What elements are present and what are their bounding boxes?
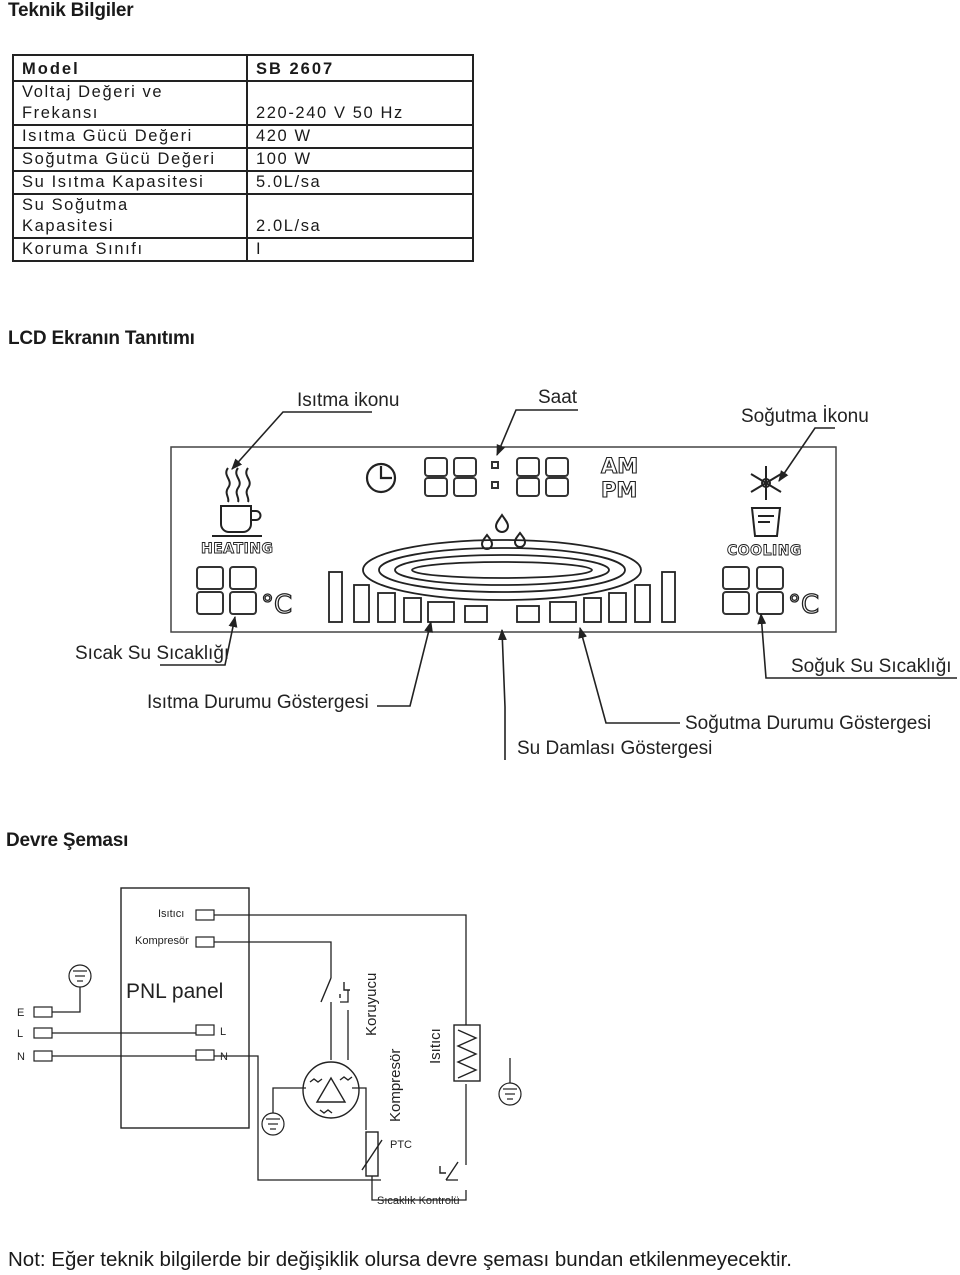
spec-value: 220-240 V 50 Hz: [256, 104, 404, 122]
ground-icon: [69, 965, 91, 987]
callout-cooling-icon: Soğutma İkonu: [741, 406, 869, 427]
spec-value: SB 2607: [256, 60, 335, 78]
spec-value: I: [256, 240, 263, 258]
protector-switch-icon: [321, 978, 350, 1002]
mains-l-terminal: [34, 1028, 52, 1038]
heater-label: Isıtıcı: [427, 1028, 444, 1064]
panel-l-label: L: [220, 1026, 227, 1038]
steam-icon: [226, 468, 249, 502]
compressor-small-label: Kompresör: [135, 935, 189, 947]
footer-note: Not: Eğer teknik bilgilerde bir değişiklik olursa devre şeması bundan etkilenmeyecektir.: [8, 1248, 792, 1271]
thermostat-switch-icon: [440, 1162, 458, 1180]
mains-l-label: L: [17, 1028, 24, 1040]
heating-status-bars: [329, 572, 487, 622]
cup-icon: [212, 506, 262, 536]
callout-hot-temp: Sıcak Su Sıcaklığı: [75, 643, 230, 664]
spec-label: Isıtma Gücü Değeri: [13, 125, 247, 148]
mains-n-label: N: [17, 1051, 25, 1063]
clock-icon: [367, 464, 395, 492]
spec-label: Model: [13, 55, 247, 81]
compressor-terminal: [196, 937, 214, 947]
mains-e-label: E: [17, 1007, 25, 1019]
ptc-icon: [362, 1132, 382, 1176]
heater-element-icon: [454, 1025, 480, 1081]
compressor-label: Kompresör: [387, 1048, 404, 1122]
spec-value: 2.0L/sa: [256, 217, 322, 235]
clock-digits: [425, 458, 568, 496]
water-drop-icon: [482, 515, 525, 549]
cold-temperature-digits: [723, 567, 783, 614]
callout-heating-icon: Isıtma ikonu: [297, 390, 400, 411]
callout-drop: Su Damlası Göstergesi: [517, 738, 713, 759]
cooling-status-bars: [517, 572, 675, 622]
spec-label-line2: Frekansı: [22, 104, 99, 122]
am-indicator: AM: [601, 454, 639, 478]
ground-icon: [262, 1113, 284, 1135]
panel-n-terminal: [196, 1050, 214, 1060]
compressor-motor-icon: [303, 1062, 359, 1118]
ptc-label: PTC: [390, 1139, 412, 1151]
cooling-word: COOLING: [727, 543, 802, 559]
cold-celsius-unit: °C: [788, 590, 820, 620]
mains-e-terminal: [34, 1007, 52, 1017]
callout-clock: Saat: [538, 387, 578, 408]
spec-value: 420 W: [256, 127, 312, 145]
ground-icon: [499, 1083, 521, 1105]
glass-icon: [752, 508, 780, 536]
spec-label-line2: Kapasitesi: [22, 217, 115, 235]
spec-label: Su Isıtma Kapasitesi: [13, 171, 247, 194]
spec-label: Koruma Sınıfı: [13, 238, 247, 261]
spec-label: Soğutma Gücü Değeri: [13, 148, 247, 171]
snowflake-icon: [751, 466, 781, 500]
callout-cold-temp: Soğuk Su Sıcaklığı: [791, 656, 952, 677]
specs-heading: Teknik Bilgiler: [8, 0, 134, 21]
mains-n-terminal: [34, 1051, 52, 1061]
circuit-diagram: [0, 870, 960, 1230]
spec-label-line1: Su Soğutma: [22, 196, 129, 214]
heating-word: HEATING: [201, 541, 274, 557]
callout-cooling-status: Soğutma Durumu Göstergesi: [685, 713, 932, 734]
spec-label-line1: Voltaj Değeri ve: [22, 83, 164, 101]
protector-label: Koruyucu: [363, 972, 380, 1036]
circuit-heading: Devre Şeması: [6, 830, 129, 851]
heater-small-label: Isıtıcı: [158, 908, 185, 920]
oval-indicator: [363, 540, 641, 600]
hot-temperature-digits: [197, 567, 256, 614]
pm-indicator: PM: [601, 478, 638, 502]
spec-value: 100 W: [256, 150, 312, 168]
control-box: [121, 888, 249, 1128]
lcd-heading: LCD Ekranın Tanıtımı: [8, 328, 195, 349]
panel-l-terminal: [196, 1025, 214, 1035]
spec-value: 5.0L/sa: [256, 173, 322, 191]
heater-terminal: [196, 910, 214, 920]
callout-heating-status: Isıtma Durumu Göstergesi: [147, 692, 369, 713]
thermostat-label: Sıcaklık Kontrolü: [377, 1195, 460, 1207]
hot-celsius-unit: °C: [261, 590, 293, 620]
panel-n-label: N: [220, 1051, 228, 1063]
panel-title: PNL panel: [126, 980, 224, 1003]
